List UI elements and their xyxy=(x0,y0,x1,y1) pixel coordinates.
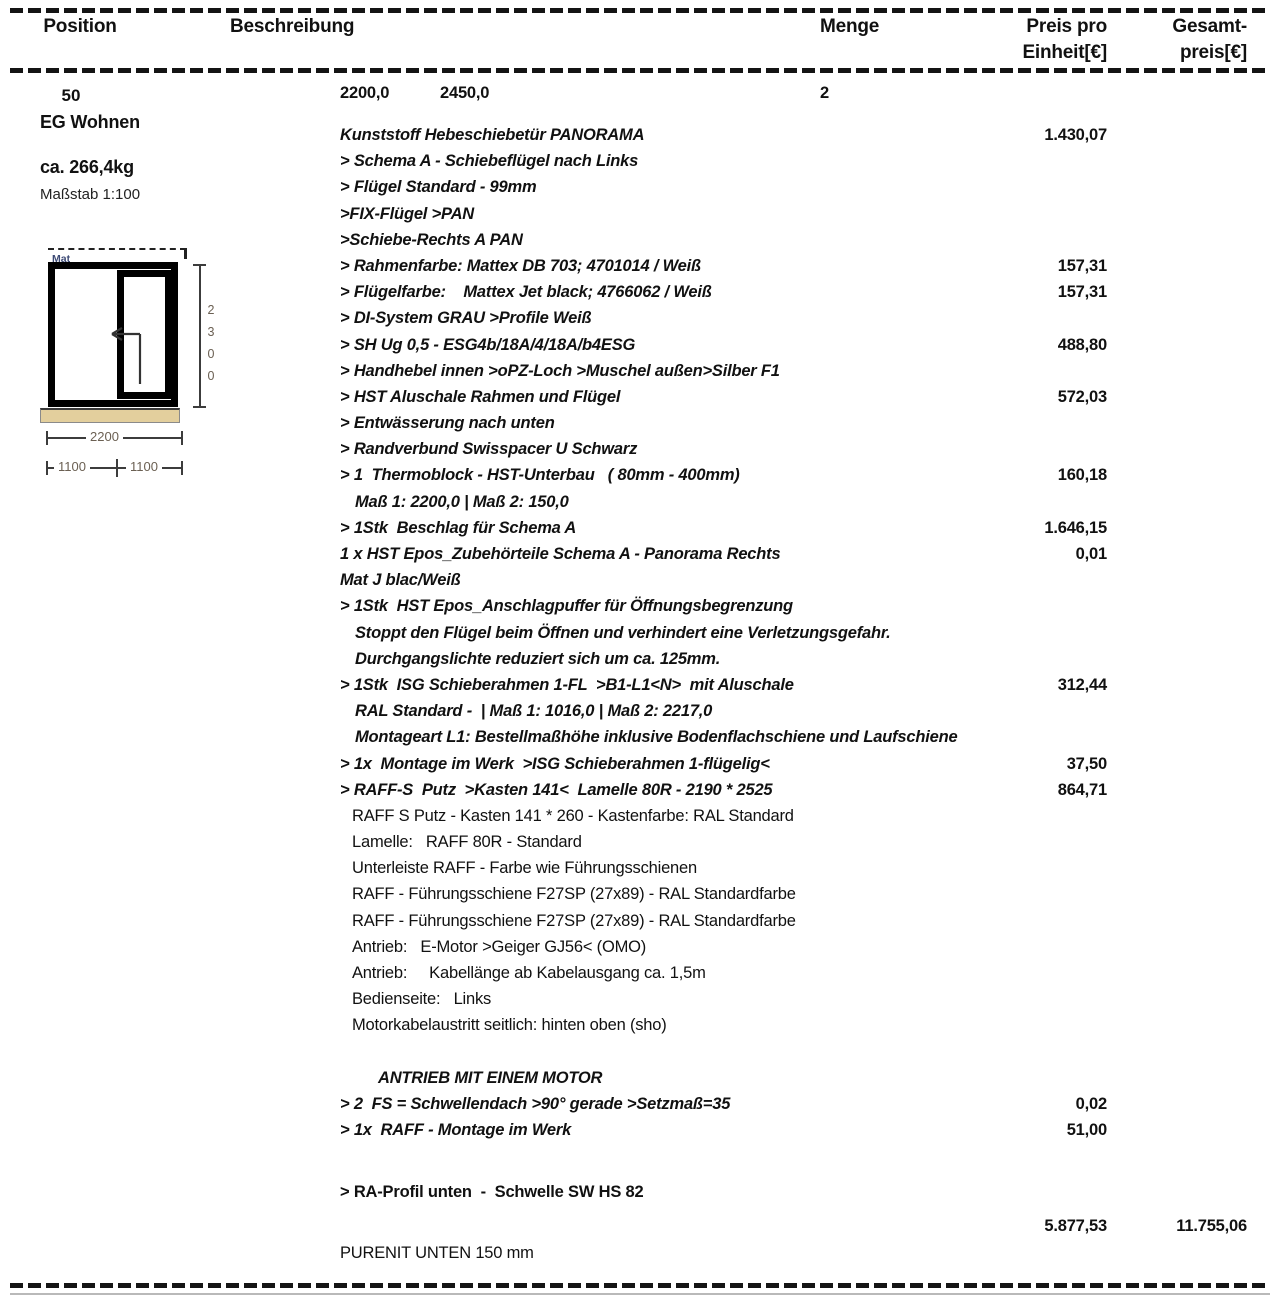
unit-price xyxy=(1097,436,1107,462)
slide-direction-arrow-icon xyxy=(104,327,144,389)
split-dimension xyxy=(46,461,183,475)
unit-price xyxy=(1097,724,1107,750)
description-row xyxy=(340,777,1107,803)
unit-price xyxy=(1097,908,1107,934)
description-text: Antrieb: E-Motor >Geiger GJ56< (OMO) xyxy=(352,937,647,956)
description-row xyxy=(340,358,1107,384)
totals-row xyxy=(340,1213,1247,1239)
description-row xyxy=(340,436,1107,462)
unit-price: 51,00 xyxy=(1066,1120,1107,1139)
unit-price xyxy=(1097,174,1107,200)
description-row xyxy=(340,620,1107,646)
description-text: RAL Standard - | Maß 1: 1016,0 | Maß 2: 2217,0 xyxy=(355,702,713,721)
unit-price: 160,18 xyxy=(1057,466,1107,485)
unit-price: 37,50 xyxy=(1066,754,1107,773)
unit-price xyxy=(1097,148,1107,174)
description-row xyxy=(340,489,1107,515)
description-row xyxy=(340,593,1107,619)
unit-price xyxy=(1097,358,1107,384)
description-row xyxy=(340,567,1107,593)
description-row xyxy=(340,1065,1107,1091)
description-text: Mat J blac/Weiß xyxy=(340,571,461,590)
description-text: RAFF - Führungsschiene F27SP (27x89) - RAL Standardfarbe xyxy=(352,911,796,930)
description-text: Antrieb: Kabellänge ab Kabelausgang ca. 1,5m xyxy=(352,964,706,982)
item-description-block xyxy=(340,83,1247,1266)
sum-total-price: 11.755,06 xyxy=(1176,1217,1247,1236)
item-weight: ca. 266,4kg xyxy=(40,157,134,177)
dimension-tick xyxy=(46,461,48,475)
item-position-number: 50 xyxy=(61,86,81,105)
column-header-position: Position xyxy=(43,16,117,37)
description-row xyxy=(340,410,1107,436)
column-header-gesamt-line2: preis[€] xyxy=(1179,42,1247,63)
unit-price xyxy=(1097,593,1107,619)
column-header-preis-line1: Preis pro xyxy=(1026,16,1107,37)
description-text: > Entwässerung nach unten xyxy=(340,414,555,433)
description-row xyxy=(340,253,1107,279)
description-text: > Rahmenfarbe: Mattex DB 703; 4701014 / Weiß xyxy=(340,256,701,275)
unit-price xyxy=(1097,698,1107,724)
description-row xyxy=(340,515,1107,541)
description-row xyxy=(340,279,1107,305)
dimension-tick xyxy=(181,431,183,445)
dimension-cross xyxy=(116,459,118,477)
description-text: Montageart L1: Bestellmaßhöhe inklusive Bodenflachschiene und Laufschiene xyxy=(355,728,958,747)
description-text: > 1 Thermoblock - HST-Unterbau ( 80mm - 400mm) xyxy=(340,466,740,485)
description-text: > 1x RAFF - Montage im Werk xyxy=(340,1120,572,1139)
item-dim-width: 2200,0 xyxy=(340,84,390,102)
description-text: > Flügelfarbe: Mattex Jet black; 4766062 / Weiß xyxy=(340,283,712,302)
description-text: Motorkabelaustritt seitlich: hinten oben (sho) xyxy=(352,1016,667,1035)
column-header-preis-pro-einheit xyxy=(960,14,1107,66)
description-row xyxy=(340,305,1107,331)
description-row xyxy=(340,462,1107,488)
description-text: >Schiebe-Rechts A PAN xyxy=(340,230,523,249)
width-dimension-value: 2200 xyxy=(86,428,123,446)
sum-unit-price: 5.877,53 xyxy=(1044,1217,1107,1236)
header-divider xyxy=(10,68,1270,73)
unit-price: 488,80 xyxy=(1057,335,1107,354)
right-panel-dimension-value: 1100 xyxy=(126,458,162,476)
description-text: ANTRIEB MIT EINEM MOTOR xyxy=(378,1068,603,1087)
column-header-preis-line2: Einheit[€] xyxy=(1022,42,1107,63)
drawing-dashed-topline xyxy=(48,248,186,250)
description-text: > HST Aluschale Rahmen und Flügel xyxy=(340,387,621,406)
description-row xyxy=(340,646,1107,672)
description-row xyxy=(340,148,1107,174)
column-header-gesamt-line1: Gesamt- xyxy=(1172,16,1247,37)
description-row xyxy=(340,227,1107,253)
height-dimension-cap-bottom xyxy=(193,406,206,408)
unit-price xyxy=(1097,201,1107,227)
unit-price: 864,71 xyxy=(1057,780,1107,799)
description-row xyxy=(340,174,1107,200)
description-text: > Schema A - Schiebeflügel nach Links xyxy=(340,152,639,171)
unit-price: 157,31 xyxy=(1057,256,1107,275)
description-text: Bedienseite: Links xyxy=(352,990,492,1009)
description-text: Lamelle: RAFF 80R - Standard xyxy=(352,833,582,852)
description-text: > 1Stk Beschlag für Schema A xyxy=(340,518,577,537)
unit-price xyxy=(1097,620,1107,646)
unit-price: 157,31 xyxy=(1057,283,1107,302)
description-text: RAFF S Putz - Kasten 141 * 260 - Kastenfarbe: RAL Standard xyxy=(352,806,794,825)
description-text: > DI-System GRAU >Profile Weiß xyxy=(340,309,592,328)
item-sizes-row xyxy=(340,83,1107,122)
description-text: 1 x HST Epos_Zubehörteile Schema A - Panorama Rechts xyxy=(340,545,781,563)
unit-price xyxy=(1097,1012,1107,1038)
unit-price xyxy=(1097,1179,1107,1205)
bottom-divider xyxy=(10,1283,1270,1288)
column-header-gesamtpreis xyxy=(1107,14,1247,66)
unit-price: 0,02 xyxy=(1075,1094,1107,1113)
unit-price xyxy=(1097,227,1107,253)
description-row xyxy=(340,1117,1107,1143)
unit-price xyxy=(1097,567,1107,593)
unit-price xyxy=(1097,305,1107,331)
description-text: > 1x Montage im Werk >ISG Schieberahmen 1-flügelig< xyxy=(340,754,770,773)
unit-price xyxy=(1097,646,1107,672)
width-dimension xyxy=(46,431,183,445)
description-row xyxy=(340,803,1107,829)
description-row xyxy=(340,1012,1107,1038)
description-row xyxy=(340,1091,1107,1117)
description-row xyxy=(340,332,1107,358)
description-row xyxy=(340,384,1107,410)
drawing-dashed-corner xyxy=(184,248,187,259)
dimension-tick xyxy=(181,461,183,475)
item-dim-height: 2450,0 xyxy=(440,84,490,102)
description-rows xyxy=(340,122,1107,1205)
unit-price xyxy=(1097,489,1107,515)
description-text: > 2 FS = Schwellendach >90° gerade >Setzmaß=35 xyxy=(340,1094,731,1113)
column-header-beschreibung: Beschreibung xyxy=(230,16,355,37)
unit-price xyxy=(1097,1065,1107,1091)
description-row xyxy=(340,541,1107,567)
description-row xyxy=(340,908,1107,934)
description-text: > 1Stk HST Epos_Anschlagpuffer für Öffnungsbegrenzung xyxy=(340,597,793,616)
window-drawing xyxy=(40,245,225,490)
description-text: Durchgangslichte reduziert sich um ca. 125mm. xyxy=(355,649,721,668)
description-text: > Handhebel innen >oPZ-Loch >Muschel außen>Silber F1 xyxy=(340,361,780,380)
unit-price: 312,44 xyxy=(1057,675,1107,694)
height-dimension-value: 2300 xyxy=(204,303,218,391)
description-text: RAFF - Führungsschiene F27SP (27x89) - RAL Standardfarbe xyxy=(352,885,796,904)
bottom-divider-shadow xyxy=(10,1293,1270,1295)
unit-price xyxy=(1097,803,1107,829)
description-text: > Flügel Standard - 99mm xyxy=(340,178,537,197)
window-sill xyxy=(40,408,180,423)
unit-price xyxy=(1097,855,1107,881)
description-row xyxy=(340,751,1107,777)
description-row xyxy=(340,934,1107,960)
item-quantity: 2 xyxy=(820,84,829,102)
unit-price xyxy=(1097,410,1107,436)
height-dimension-line xyxy=(199,264,201,407)
description-text: Stoppt den Flügel beim Öffnen und verhindert eine Verletzungsgefahr. xyxy=(355,623,891,642)
height-dimension-cap-top xyxy=(193,264,206,266)
description-row xyxy=(340,829,1107,855)
item-scale: Maßstab 1:100 xyxy=(40,186,141,203)
description-row xyxy=(340,724,1107,750)
description-text: Maß 1: 2200,0 | Maß 2: 150,0 xyxy=(355,492,569,511)
unit-price: 1.646,15 xyxy=(1044,518,1107,537)
description-text: > Randverbund Swisspacer U Schwarz xyxy=(340,440,638,459)
drawing-mat-label: Mat xyxy=(52,253,71,265)
description-text: > RA-Profil unten - Schwelle SW HS 82 xyxy=(340,1183,644,1202)
footer-note: PURENIT UNTEN 150 mm xyxy=(340,1243,534,1262)
description-row xyxy=(340,698,1107,724)
description-row xyxy=(340,960,1107,986)
description-row xyxy=(340,855,1107,881)
description-row xyxy=(340,1179,1107,1205)
description-text: Kunststoff Hebeschiebetür PANORAMA xyxy=(340,126,645,144)
unit-price xyxy=(1097,881,1107,907)
description-row xyxy=(340,122,1107,148)
unit-price: 0,01 xyxy=(1075,545,1107,563)
description-row xyxy=(340,201,1107,227)
unit-price: 572,03 xyxy=(1057,387,1107,406)
unit-price: 1.430,07 xyxy=(1044,126,1107,144)
unit-price xyxy=(1097,934,1107,960)
unit-price xyxy=(1097,986,1107,1012)
description-text: > SH Ug 0,5 - ESG4b/18A/4/18A/b4ESG xyxy=(340,335,636,354)
description-text: Unterleiste RAFF - Farbe wie Führungsschienen xyxy=(352,859,697,878)
description-row xyxy=(340,672,1107,698)
description-row xyxy=(340,881,1107,907)
top-divider xyxy=(10,8,1270,13)
description-row xyxy=(340,986,1107,1012)
column-header-menge: Menge xyxy=(820,16,880,37)
unit-price xyxy=(1097,829,1107,855)
description-text: >FIX-Flügel >PAN xyxy=(340,204,475,223)
left-panel-dimension-value: 1100 xyxy=(54,458,90,476)
item-room-label: EG Wohnen xyxy=(40,112,140,132)
description-text: > RAFF-S Putz >Kasten 141< Lamelle 80R - 2190 * 2525 xyxy=(340,780,773,799)
dimension-tick xyxy=(46,431,48,445)
description-text: > 1Stk ISG Schieberahmen 1-FL >B1-L1<N> mit Aluschale xyxy=(340,675,794,694)
unit-price xyxy=(1097,960,1107,986)
